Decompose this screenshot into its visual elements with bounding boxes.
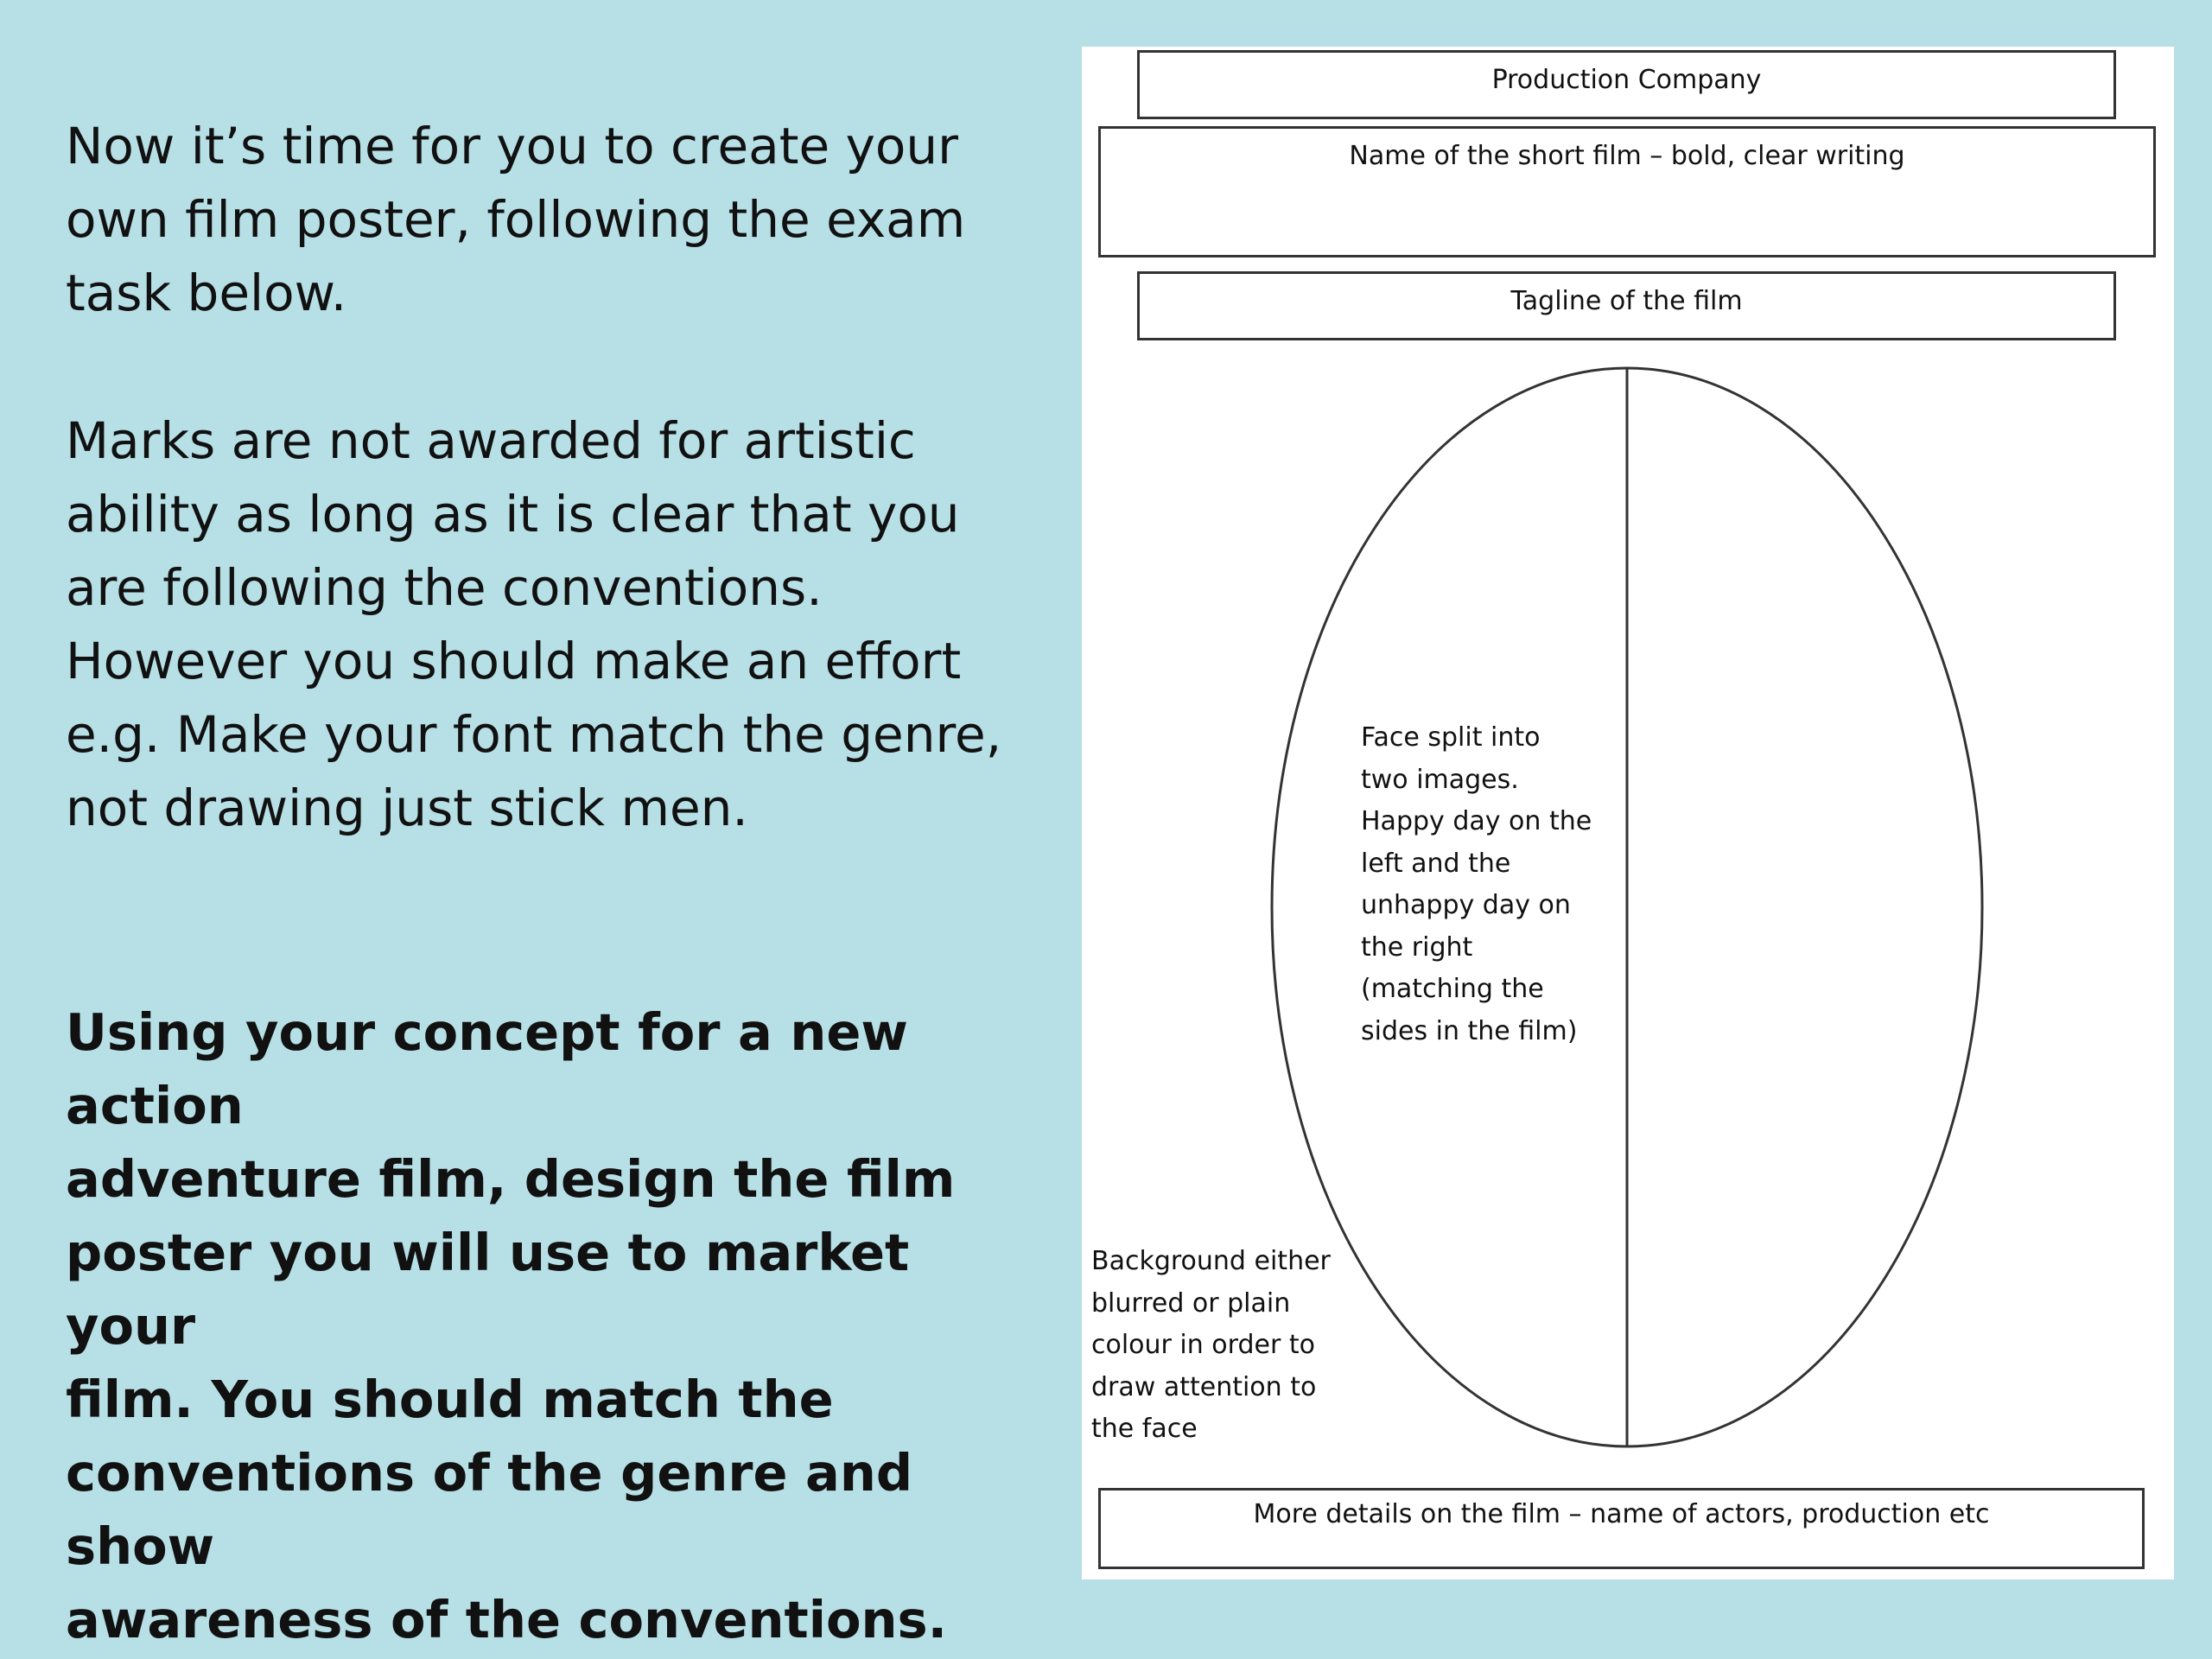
task-line: awareness of the conventions. — [66, 1590, 948, 1649]
face-note-line: Face split into — [1361, 722, 1541, 753]
face-note-line: Happy day on the — [1361, 806, 1592, 836]
background-note-line: colour in order to — [1091, 1330, 1315, 1360]
marks-line: are following the conventions. — [66, 558, 823, 617]
more-details-label: More details on the film – name of actors, production etc — [1253, 1499, 1990, 1529]
background-note-line: draw attention to — [1091, 1371, 1317, 1402]
face-note-line: two images. — [1361, 764, 1519, 795]
film-name-box — [1098, 126, 2156, 257]
intro-line: task below. — [66, 264, 347, 322]
poster-template — [1082, 47, 2174, 1580]
task-line: poster you will use to market your — [66, 1223, 910, 1356]
marks-line: Marks are not awarded for artistic — [66, 411, 916, 470]
face-note-line: left and the — [1361, 848, 1511, 879]
more-details-box — [1098, 1488, 2145, 1569]
production-company-label: Production Company — [1491, 65, 1762, 95]
background-note-line: blurred or plain — [1091, 1287, 1291, 1319]
intro-paragraph — [66, 110, 1016, 330]
intro-line: own film poster, following the exam — [66, 190, 966, 249]
face-note — [1361, 717, 1611, 1052]
tagline-box — [1137, 271, 2116, 340]
marks-line: ability as long as it is clear that you — [66, 485, 960, 543]
task-line: Using your concept for a new action — [66, 1002, 908, 1135]
film-name-label: Name of the short film – bold, clear writing — [1349, 141, 1905, 171]
marks-line: not drawing just stick men. — [66, 779, 748, 837]
marks-line: However you should make an effort — [66, 632, 962, 690]
marks-line: e.g. Make your font match the genre, — [66, 705, 1002, 764]
background-note — [1091, 1241, 1333, 1451]
production-company-box — [1137, 50, 2116, 119]
marks-paragraph — [66, 404, 1016, 845]
tagline-label: Tagline of the film — [1510, 286, 1743, 316]
face-note-line: sides in the film) — [1361, 1015, 1578, 1046]
exam-task-paragraph — [66, 995, 1016, 1656]
intro-line: Now it’s time for you to create your — [66, 117, 958, 175]
task-line: conventions of the genre and show — [66, 1443, 913, 1576]
task-line: film. You should match the — [66, 1370, 834, 1429]
background-note-line: Background either — [1091, 1246, 1331, 1276]
face-note-line: unhappy day on — [1361, 890, 1571, 920]
task-line: adventure film, design the film — [66, 1149, 956, 1209]
face-note-line: the right — [1361, 931, 1473, 963]
face-note-line: (matching the — [1361, 974, 1544, 1004]
background-note-line: the face — [1091, 1414, 1198, 1444]
